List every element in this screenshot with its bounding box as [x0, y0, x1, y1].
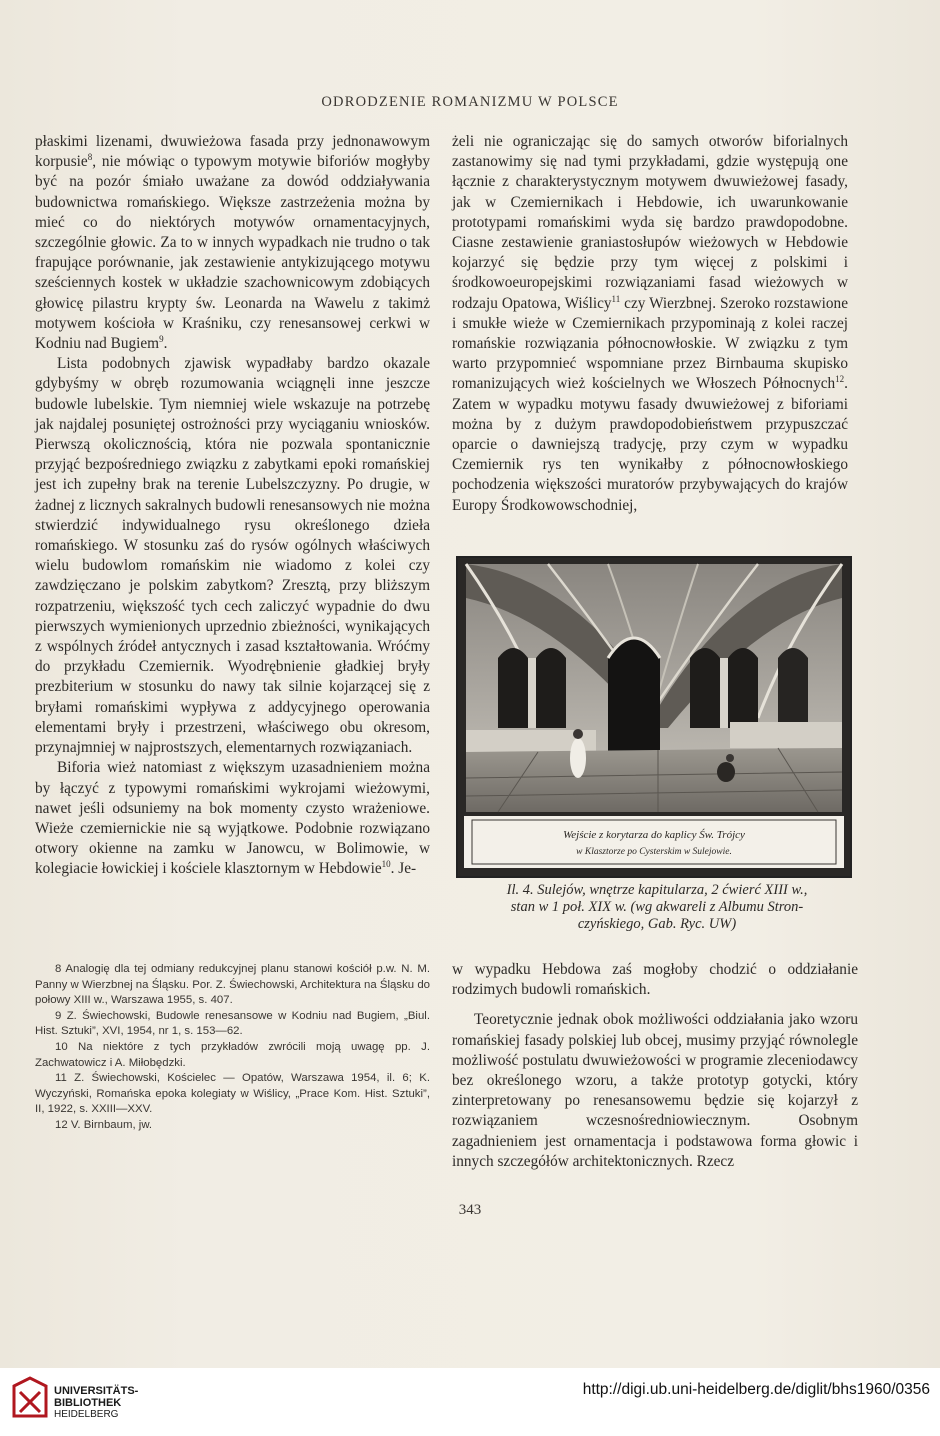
illustration-sulejow-chapter-house: [456, 556, 852, 878]
paragraph: żeli nie ograniczając się do samych otworów biforialnych zastanowimy się nad tymi przykładami, gdzie występują one łącznie z charakterystycznym motywem dwuwieżowej fasady, jak w Czemiernikach i Hebdowie, ich uwarunkowanie prototypami romańskimi wyda się bardzo prawdopodobne. Ciasne zestawienie graniastosłupów wieżowych w Hebdowie kojarzyć się będzie przy tym więcej z polskimi i środkowoeuropejskimi rozwiązaniami fasad wieżowych w rodzaju Opatowa, Wiślicy$^{11}$ czy Wierzbnej. Szeroko rozstawione i smukłe wieże w Czemiernikach przypominają z kolei raczej romańskie rozwiązania północnowłoskie. W związku z tym warto przypomnieć wspomniane przez Birnbauma skupisko romanizujących wież kościelnych we Włoszech Północnych$^{12}$. Zatem w wypadku motywu fasady dwuwieżowej z biforiami można by z dużym prawdopodobieństwem przypuszczać oparcie o dawniejszą tradycję, przy czym w wypadku Czemiernik rys ten wynikałby z północnowłoskiego pochodzenia większości muratorów przybywających do krajów Europy Środkowowschodniej,: [452, 133, 848, 514]
illustration-inscription-line1: Wejście z korytarza do kaplicy Św. Trójcy: [563, 829, 745, 841]
footnote-ref[interactable]: 12: [835, 374, 845, 385]
paragraph: Teoretycznie jednak obok możliwości oddziałania jako wzoru romańskiej fasady polskiej lub obcej, musimy przyjąć równolegle możliwość postulatu dwuwieżowości w programie zleceniodawcy bez określonego wzoru, a także prototyp gotycki, który zinterpretowany po renesansowemu będzie się kojarzył z rozwiązaniem wczesnośredniowiecznym. Osobnym zagadnieniem jest ornamentacja i podstawowa forma głowic i innych szczegółów architektonicznych. Rzecz: [452, 1011, 858, 1170]
page-number: 343: [458, 1202, 482, 1218]
footnote-ref[interactable]: 10: [381, 859, 391, 870]
library-logo-text[interactable]: UNIVERSITÄTS- BIBLIOTHEK HEIDELBERG: [54, 1385, 139, 1420]
illustration-inscription-line2: w Klasztorze po Cysterskim w Sulejowie.: [576, 847, 732, 857]
right-column-top: [452, 132, 848, 516]
footnote-ref[interactable]: 8: [87, 152, 93, 163]
footnote: 10 Na niektóre z tych przykładów zwrócili moją uwagę pp. J. Zachwatowicz i A. Miłobędzki.: [35, 1040, 430, 1069]
figure-caption: Il. 4. Sulejów, wnętrze kapitularza, 2 ćwierć XIII w., stan w 1 poł. XIX w. (wg akwareli z Albumu Stron- czyńskiego, Gab. Ryc. UW): [506, 882, 808, 932]
watercolor-illustration: [458, 558, 850, 876]
footnote: 11 Z. Świechowski, Kościelec — Opatów, Warszawa 1954, il. 6; K. Wyczyński, Romańska epoka kolegiaty w Wiślicy, „Prace Kom. Hist. Sztuki”, II, 1922, s. XXIII—XXV.: [35, 1072, 430, 1116]
running-head: ODRODZENIE ROMANIZMU W POLSCE: [321, 94, 619, 110]
footnote-ref[interactable]: 11: [611, 293, 621, 304]
footnote: 8 Analogię dla tej odmiany redukcyjnej planu stanowi kościół p.w. N. M. Panny w Wierzbnej na Śląsku. Por. Z. Świechowski, Architektura na Śląsku do połowy XIII w., Warszawa 1955, s. 407.: [35, 963, 430, 1007]
paragraph: płaskimi lizenami, dwuwieżowa fasada przy jednonawowym korpusie$^8$, nie mówiąc o typowym motywie biforiów mogłyby być na pozór śmiało uważane za dowód oddziaływania budownictwa romańskiego. Większe zastrzeżenia można by mieć co do niektórych motywów ornamentacyjnych, szczególnie głowic. Za to w innych wypadkach nie trudno o tak frapujące porównanie, jak zestawienie antykizującego motywu sześciennych kostek w układzie szachownicowym zdobiących głowicę pilastru krypty św. Leonarda na Wawelu z takimż motywem kościoła w Kraśniku, czy renesansowej cerkwi w Kodniu nad Bugiem$^9$.: [35, 133, 430, 353]
paragraph: Lista podobnych zjawisk wypadłaby bardzo okazale gdybyśmy w obręb rozumowania wciągnęli inne jeszcze budowle lubelskie. Tym niemniej wiele wskazuje na potrzebę jak najdalej posuniętej ostrożności przy wyciąganiu wniosków. Pierwszą okolicznością, która nie pozwala spontanicznie przyjąć bezpośredniego związku z zabytkami epoki romańskiej jest ich zupełny brak na terenie Lubelszczyzny. Po drugie, w żadnej z licznych sakralnych budowli renesansowych nie można stwierdzić indywidualnego rysu określonego dzieła romańskiego. W stosunku zaś do rysów ogólnych właściwych wielu budowlom romańskim nie wiadomo z kolei czy zawdzięczano je polskim zabytkom? Zresztą, przy bliższym rozpatrzeniu, większość tych cech zaliczyć wypadnie do dwu pierwszych wymienionych uprzednio zbieżności, wynikających z wspólnych źródeł antycznych i zasad kształtowania. Wróćmy do przykładu Czemiernik. Wyodrębnienie gładkiej bryły prezbiterium w stosunku do nawy tak silnie kojarzącej się z bryłami romańskimi wypływa z addycyjnego operowania elementami bryły i przestrzeni, właściwego obu okresom, przynajmniej w najprostszych, elementarnych rozwiązaniach.: [35, 355, 430, 757]
footnote: 12 V. Birnbaum, jw.: [55, 1118, 153, 1131]
paragraph: w wypadku Hebdowa zaś mogłoby chodzić o oddziałanie rodzimych budowli romańskich.: [452, 961, 858, 999]
source-url-link[interactable]: http://digi.ub.uni-heidelberg.de/diglit/bhs1960/0356: [582, 1381, 930, 1398]
footer-bar: [0, 1368, 940, 1436]
left-column: [35, 132, 430, 880]
footnote-ref[interactable]: 9: [159, 333, 164, 344]
footnote: 9 Z. Świechowski, Budowle renesansowe w Kodniu nad Bugiem, „Biul. Hist. Sztuki”, XVI, 1954, nr 1, s. 153—62.: [35, 1009, 430, 1038]
paragraph: Biforia wież natomiast z większym uzasadnieniem można by łączyć z typowymi romańskimi wykrojami wieżowymi, nawet jeśli odsuniemy na bok momenty czysto wrażeniowe. Wieże czemiernickie nie są wyjątkowe. Podobnie rozwiązano otwory okienne na zamku w Janowcu, w Bolimowie, w kolegiacie łowickiej i kościele klasztornym w Hebdowie$^{10}$. Je-: [35, 759, 430, 878]
library-logo-icon[interactable]: [10, 1376, 50, 1420]
footnotes: [35, 962, 430, 1134]
right-column-bottom: [452, 960, 858, 1172]
